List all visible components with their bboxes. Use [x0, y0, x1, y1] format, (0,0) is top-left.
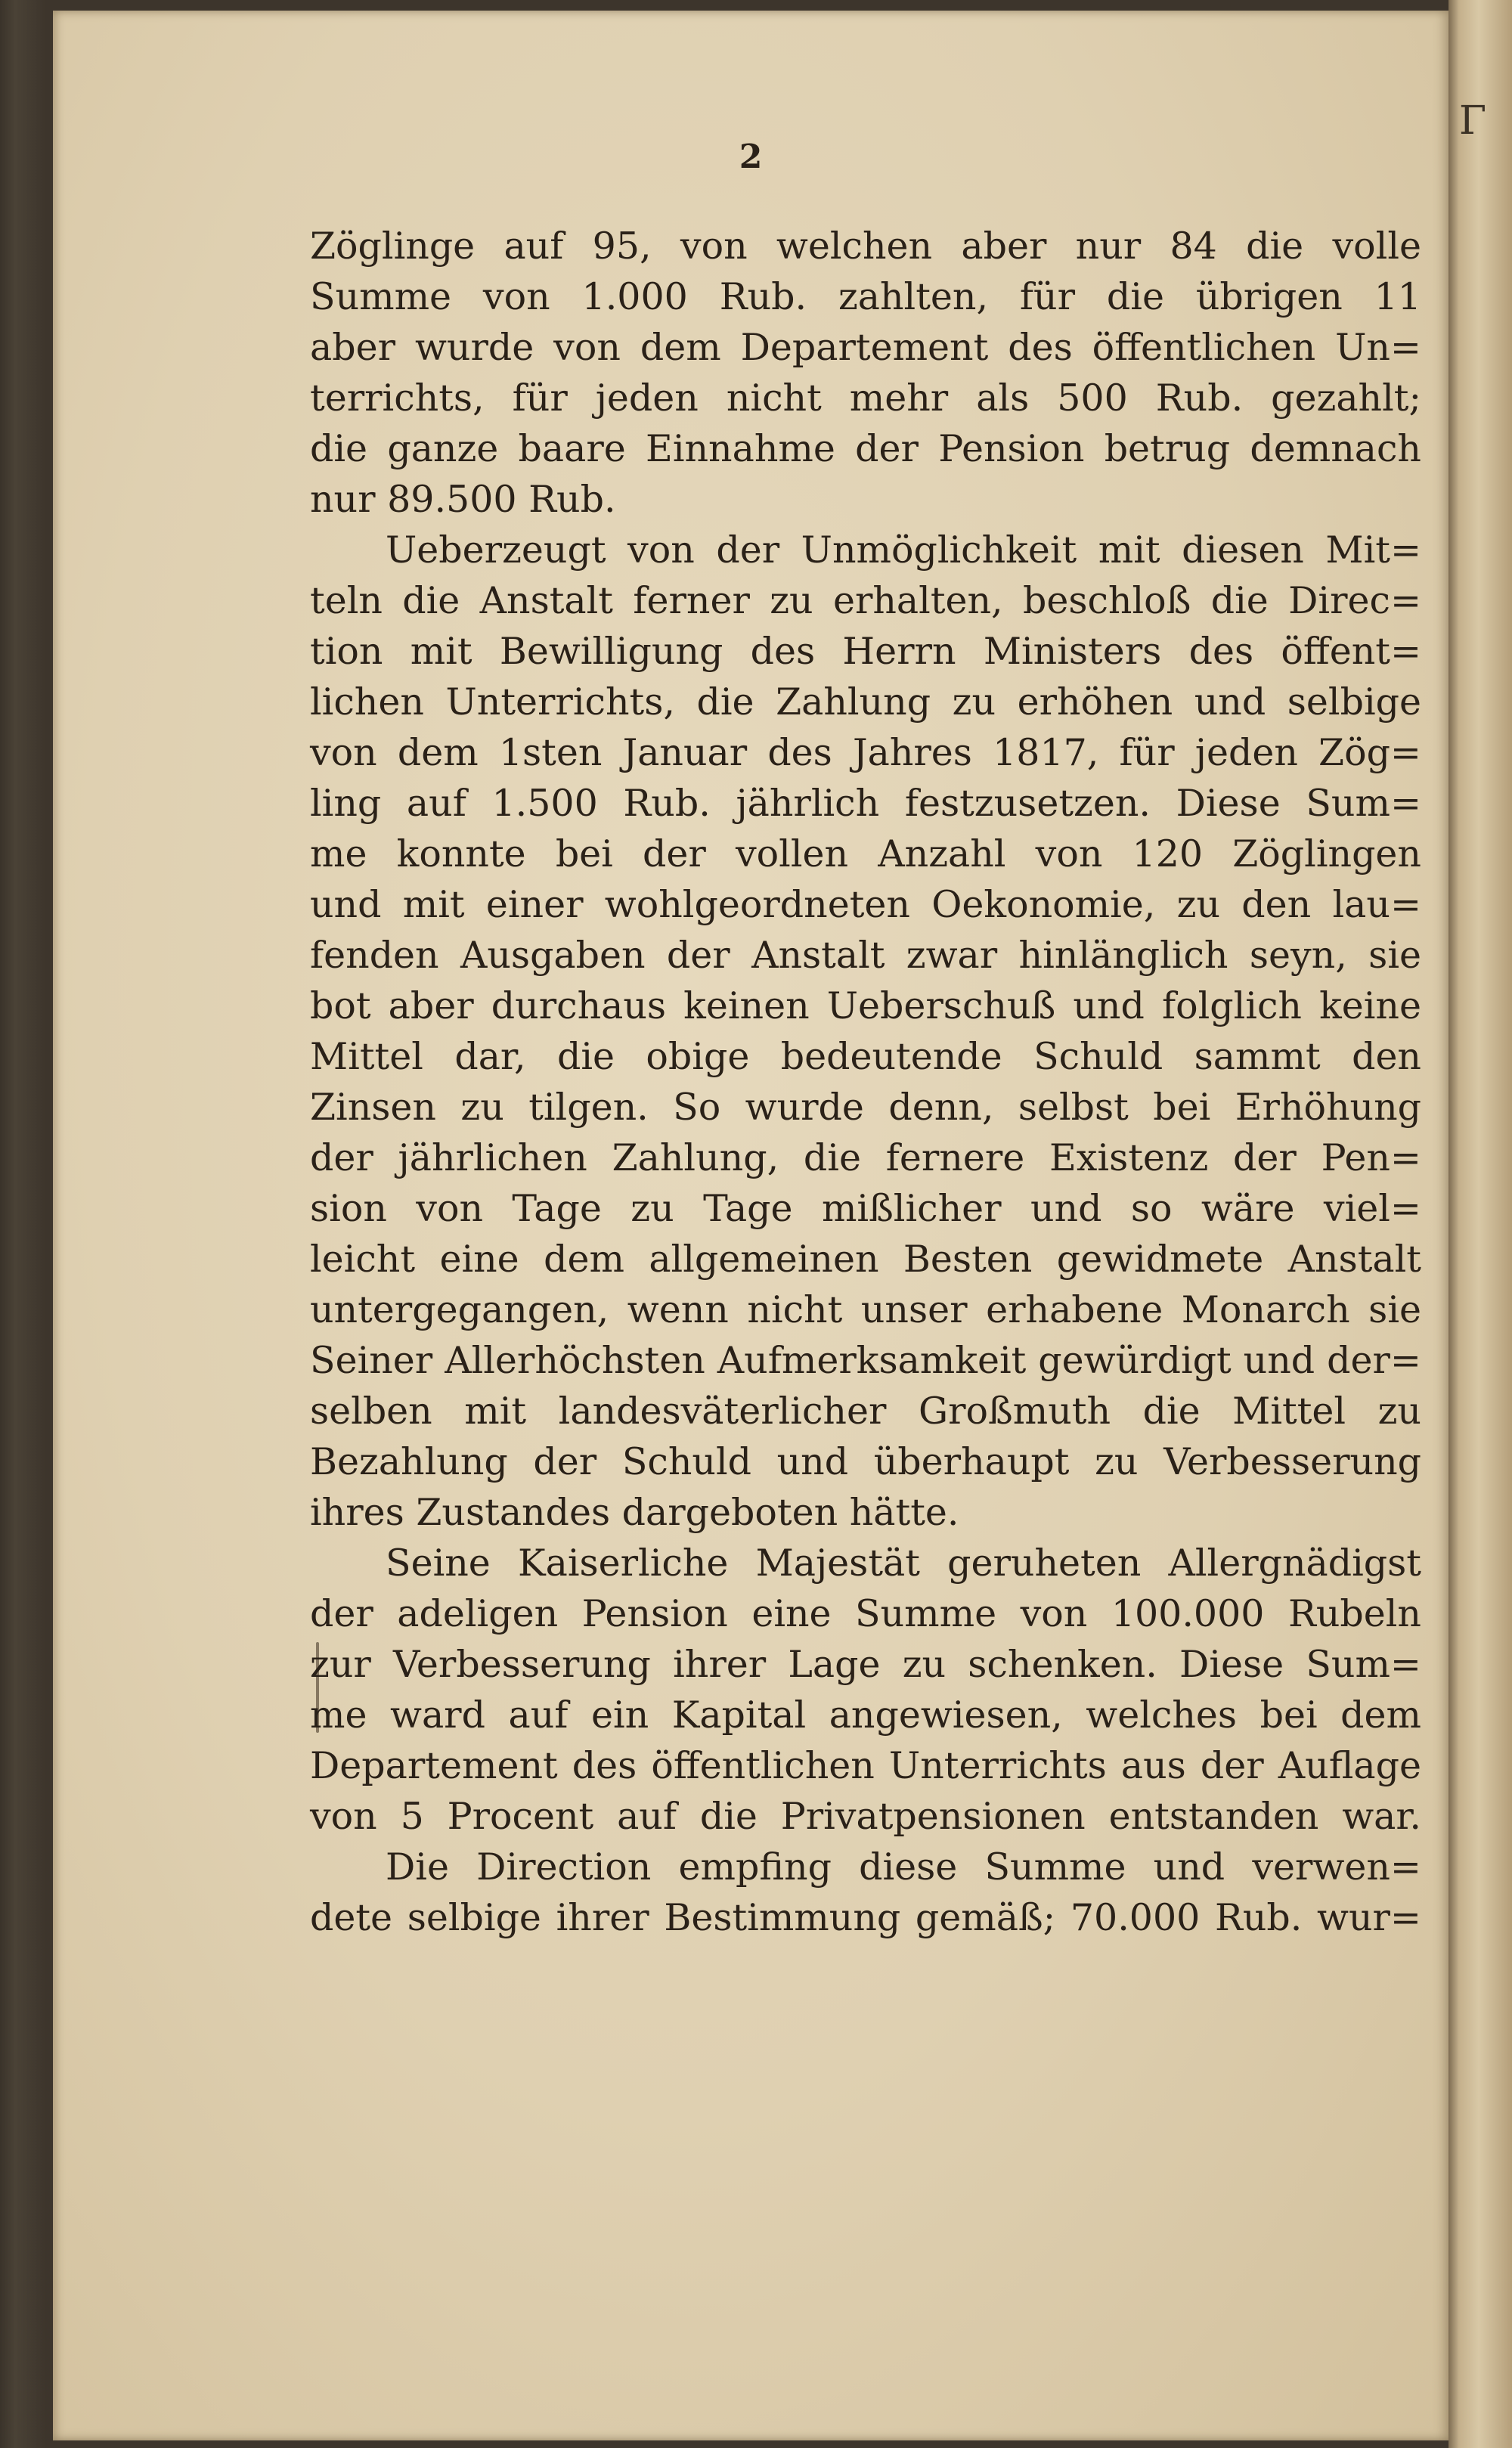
- text-line: Mittel dar, die obige bedeutende Schuld sammt den: [310, 1035, 1421, 1078]
- text-line: untergegangen, wenn nicht unser erhabene Monarch sie: [310, 1288, 1421, 1331]
- text-line: lichen Unterrichts, die Zahlung zu erhöhen und selbige: [310, 680, 1421, 724]
- text-line: terrichts, für jeden nicht mehr als 500 Rub. gezahlt;: [310, 376, 1421, 420]
- text-line: die ganze baare Einnahme der Pension betrug demnach: [310, 427, 1421, 470]
- text-line: dete selbige ihrer Bestimmung gemäß; 70.000 Rub. wur=: [310, 1896, 1421, 1939]
- text-line: bot aber durchaus keinen Ueberschuß und folglich keine: [310, 984, 1421, 1027]
- text-line: fenden Ausgaben der Anstalt zwar hinlänglich seyn, sie: [310, 934, 1421, 977]
- text-line: nur 89.500 Rub.: [310, 478, 616, 521]
- text-line: me ward auf ein Kapital angewiesen, welches bei dem: [310, 1693, 1421, 1737]
- text-line: Ueberzeugt von der Unmöglichkeit mit diesen Mit=: [386, 528, 1421, 572]
- text-line: me konnte bei der vollen Anzahl von 120 Zöglingen: [310, 832, 1421, 875]
- paragraph: [310, 525, 1421, 1538]
- text-line: von 5 Procent auf die Privatpensionen entstanden war.: [310, 1795, 1421, 1838]
- paragraph: [310, 1842, 1421, 1943]
- text-line: Zinsen zu tilgen. So wurde denn, selbst bei Erhöhung: [310, 1086, 1421, 1129]
- text-line: und mit einer wohlgeordneten Oekonomie, zu den lau=: [310, 883, 1421, 926]
- paragraph: [310, 221, 1421, 525]
- text-line: Seiner Allerhöchsten Aufmerksamkeit gewürdigt und der=: [310, 1339, 1421, 1382]
- page-number: 2: [739, 138, 763, 176]
- text-line: ihres Zustandes dargeboten hätte.: [310, 1491, 959, 1534]
- text-line: zur Verbesserung ihrer Lage zu schenken. Diese Sum=: [310, 1643, 1421, 1686]
- text-line: Summe von 1.000 Rub. zahlten, für die übrigen 11: [310, 275, 1421, 318]
- adjacent-page-edge: [1448, 0, 1512, 2448]
- text-line: Seine Kaiserliche Majestät geruheten Allergnädigst: [386, 1542, 1421, 1585]
- body-text: [310, 221, 1421, 1943]
- text-line: von dem 1sten Januar des Jahres 1817, für jeden Zög=: [310, 731, 1421, 774]
- text-line: Zöglinge auf 95, von welchen aber nur 84 die volle: [310, 225, 1421, 268]
- text-line: Departement des öffentlichen Unterrichts aus der Auflage: [310, 1744, 1421, 1787]
- book-page: [53, 11, 1448, 2440]
- text-line: Die Direction empfing diese Summe und verwen=: [386, 1845, 1421, 1889]
- text-line: selben mit landesväterlicher Großmuth die Mittel zu: [310, 1390, 1421, 1433]
- text-line: leicht eine dem allgemeinen Besten gewidmete Anstalt: [310, 1238, 1421, 1281]
- text-line: der adeligen Pension eine Summe von 100.000 Rubeln: [310, 1592, 1421, 1635]
- text-line: aber wurde von dem Departement des öffentlichen Un=: [310, 326, 1421, 369]
- edge-glyph: Γ: [1459, 98, 1487, 144]
- text-line: ling auf 1.500 Rub. jährlich festzusetzen. Diese Sum=: [310, 782, 1421, 825]
- paragraph: [310, 1538, 1421, 1842]
- text-line: tion mit Bewilligung des Herrn Ministers des öffent=: [310, 630, 1421, 673]
- text-line: teln die Anstalt ferner zu erhalten, beschloß die Direc=: [310, 579, 1421, 622]
- text-line: sion von Tage zu Tage mißlicher und so wäre viel=: [310, 1187, 1421, 1230]
- text-line: Bezahlung der Schuld und überhaupt zu Verbesserung: [310, 1440, 1421, 1483]
- text-line: der jährlichen Zahlung, die fernere Existenz der Pen=: [310, 1136, 1421, 1179]
